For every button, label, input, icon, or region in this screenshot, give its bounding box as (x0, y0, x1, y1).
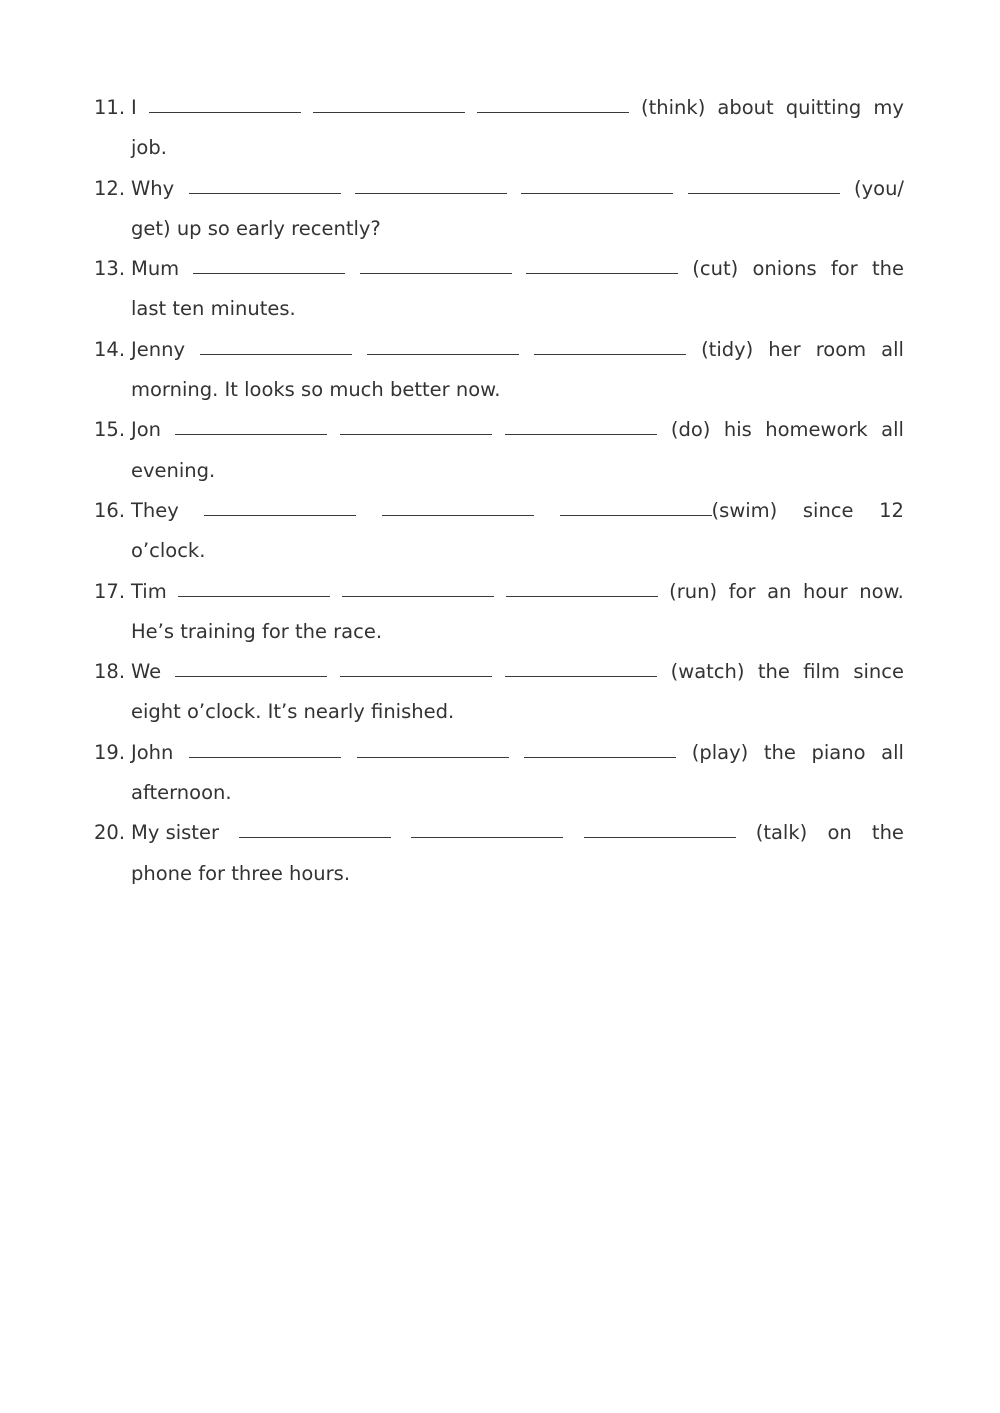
item-verb-prompt: (cut) (692, 257, 739, 281)
item-line-2: last ten minutes. (131, 297, 296, 321)
item-word: on (827, 821, 852, 845)
item-number: 18. (94, 660, 126, 684)
item-subject: We (131, 660, 162, 684)
item-line-2: job. (131, 136, 167, 160)
item-line-1 (131, 572, 904, 612)
item-number: 14. (94, 337, 126, 361)
exercise-item-19 (94, 733, 904, 814)
item-verb-prompt: (swim) (711, 498, 778, 522)
item-line-1 (131, 733, 904, 773)
item-word: for (830, 257, 858, 281)
item-word: her (768, 337, 801, 361)
item-line-1 (131, 652, 904, 692)
item-word: the (871, 821, 904, 845)
answer-blank[interactable] (178, 595, 330, 597)
answer-blank[interactable] (477, 111, 629, 113)
item-number: 19. (94, 740, 126, 764)
answer-blank[interactable] (200, 353, 352, 355)
item-word: 12 (879, 498, 904, 522)
item-line-1 (131, 410, 904, 450)
exercise-item-16 (94, 491, 904, 572)
item-verb-prompt: (you/ (853, 176, 904, 200)
answer-blank[interactable] (357, 756, 509, 758)
exercise-item-18 (94, 652, 904, 733)
item-subject: I (131, 96, 137, 119)
item-line-2: evening. (131, 458, 216, 482)
item-number: 20. (94, 821, 126, 845)
item-verb-prompt: (talk) (755, 821, 808, 845)
item-word: all (881, 740, 904, 764)
item-word: piano (811, 740, 866, 764)
item-verb-prompt: (run) (669, 579, 718, 603)
item-number: 11. (94, 96, 126, 119)
answer-blank[interactable] (340, 433, 492, 435)
item-subject: Jenny (131, 337, 186, 361)
item-word: all (881, 337, 904, 361)
item-word: since (853, 660, 904, 684)
item-line-1 (131, 813, 904, 853)
item-verb-prompt: (do) (670, 418, 711, 442)
answer-blank[interactable] (521, 192, 673, 194)
item-word: his (723, 418, 752, 442)
item-number: 12. (94, 176, 126, 200)
item-word: film (803, 660, 840, 684)
answer-blank[interactable] (382, 514, 534, 516)
item-subject: John (131, 740, 174, 764)
answer-blank[interactable] (175, 433, 327, 435)
answer-blank[interactable] (342, 595, 494, 597)
answer-blank[interactable] (526, 272, 678, 274)
item-line-1 (131, 249, 904, 289)
item-line-2: He’s training for the race. (131, 619, 383, 643)
answer-blank[interactable] (204, 514, 356, 516)
item-number: 13. (94, 257, 126, 281)
item-line-1 (131, 169, 904, 209)
answer-blank[interactable] (534, 353, 686, 355)
item-word: onions (752, 257, 817, 281)
item-line-2: o’clock. (131, 539, 206, 563)
item-word: all (881, 418, 904, 442)
item-word: the (871, 257, 904, 281)
item-line-1 (131, 330, 904, 370)
item-subject: Tim (131, 579, 167, 603)
item-subject: Jon (131, 418, 162, 442)
item-line-2: morning. It looks so much better now. (131, 378, 501, 402)
exercise-list (94, 88, 904, 894)
item-word: now. (859, 579, 904, 603)
item-word: the (757, 660, 790, 684)
item-subject: My sister (131, 821, 219, 845)
item-subject: They (131, 498, 179, 522)
answer-blank[interactable] (560, 514, 712, 516)
item-verb-prompt: (play) (691, 740, 749, 764)
item-word: an (767, 579, 792, 603)
exercise-item-20 (94, 813, 904, 894)
item-number: 16. (94, 498, 126, 522)
item-word: quitting (785, 96, 862, 119)
blank-with-verb (560, 491, 778, 531)
answer-blank[interactable] (175, 675, 327, 677)
answer-blank[interactable] (411, 836, 563, 838)
answer-blank[interactable] (313, 111, 465, 113)
answer-blank[interactable] (189, 756, 341, 758)
exercise-item-15 (94, 410, 904, 491)
item-line-2: phone for three hours. (131, 861, 351, 885)
answer-blank[interactable] (584, 836, 736, 838)
answer-blank[interactable] (360, 272, 512, 274)
item-number: 15. (94, 418, 126, 442)
item-word: since (802, 498, 854, 522)
answer-blank[interactable] (149, 111, 301, 113)
item-word: my (873, 96, 904, 119)
answer-blank[interactable] (355, 192, 507, 194)
item-line-1 (131, 491, 904, 531)
item-verb-prompt: (think) (641, 96, 706, 119)
item-line-2: afternoon. (131, 781, 232, 805)
answer-blank[interactable] (193, 272, 345, 274)
exercise-item-17 (94, 572, 904, 653)
item-line-2: eight o’clock. It’s nearly finished. (131, 700, 455, 724)
answer-blank[interactable] (688, 192, 840, 194)
exercise-item-12 (94, 169, 904, 250)
item-word: hour (802, 579, 848, 603)
answer-blank[interactable] (239, 836, 391, 838)
item-word: for (728, 579, 756, 603)
item-verb-prompt: (watch) (670, 660, 745, 684)
exercise-item-14 (94, 330, 904, 411)
answer-blank[interactable] (524, 756, 676, 758)
answer-blank[interactable] (505, 433, 657, 435)
answer-blank[interactable] (506, 595, 658, 597)
item-word: about (717, 96, 774, 119)
item-subject: Mum (131, 257, 180, 281)
item-subject: Why (131, 176, 175, 200)
item-word: the (763, 740, 796, 764)
answer-blank[interactable] (505, 675, 657, 677)
item-verb-prompt: (tidy) (701, 337, 754, 361)
item-line-1 (131, 88, 904, 128)
answer-blank[interactable] (367, 353, 519, 355)
item-number: 17. (94, 579, 126, 603)
item-word: room (815, 337, 867, 361)
exercise-item-11 (94, 88, 904, 169)
item-line-2: get) up so early recently? (131, 216, 381, 240)
answer-blank[interactable] (189, 192, 341, 194)
answer-blank[interactable] (340, 675, 492, 677)
item-word: homework (765, 418, 868, 442)
exercise-item-13 (94, 249, 904, 330)
